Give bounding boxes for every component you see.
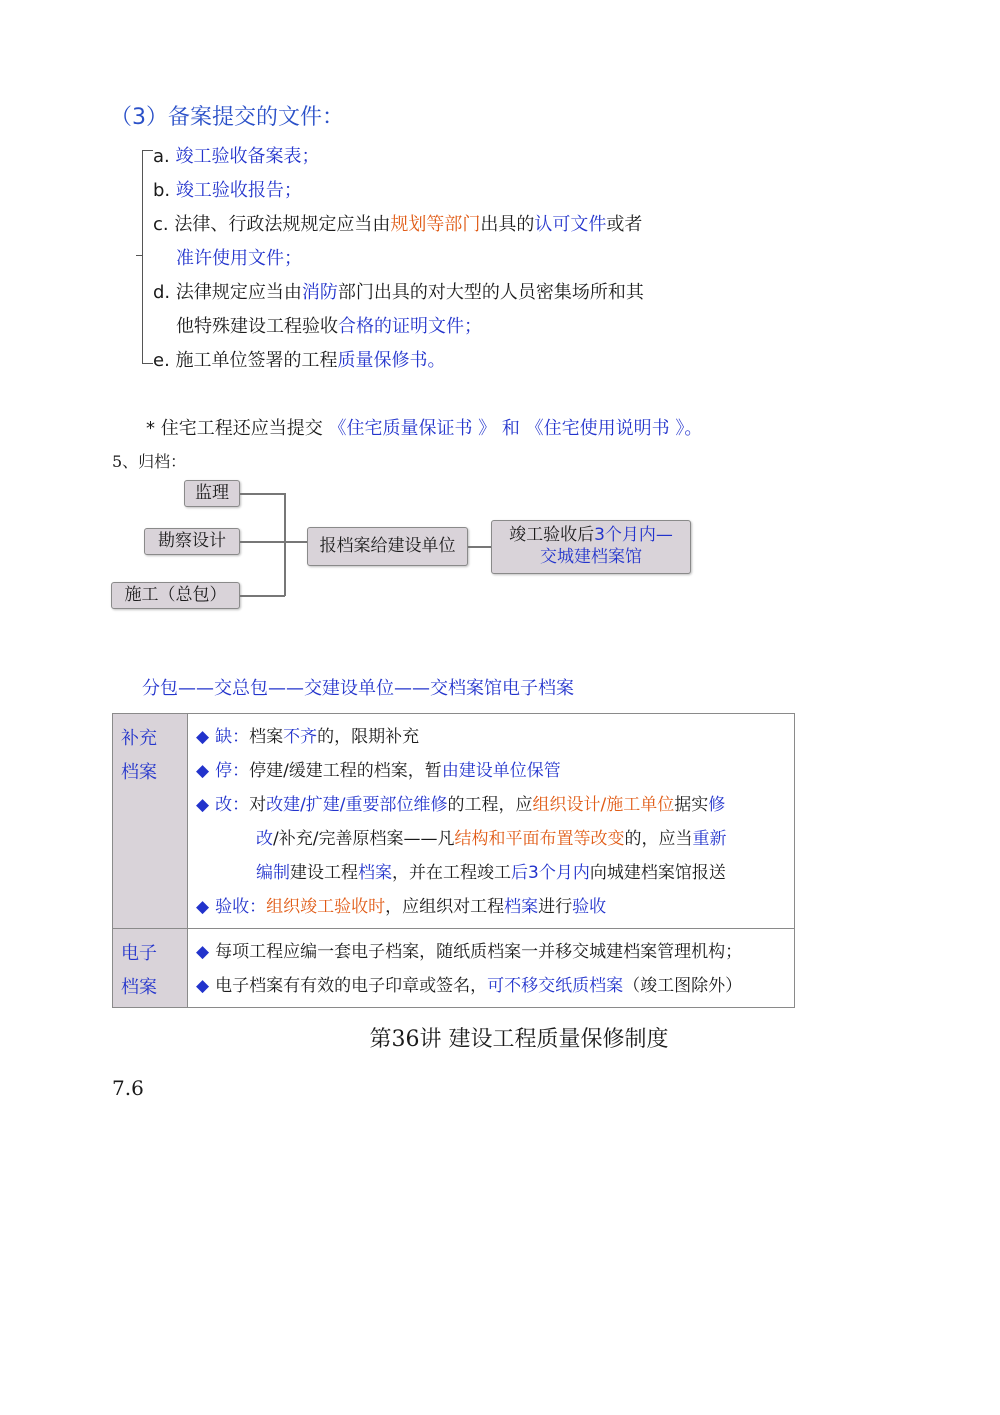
list-bracket [142,150,153,364]
row-content-electronic: ◆ 每项工程应编一套电子档案，随纸质档案一并移交城建档案管理机构； ◆ 电子档案有有效的电子印章或签名，可不移交纸质档案（竣工图除外） [188,929,795,1008]
source-box-design: 勘察设计 [144,528,240,555]
section-heading: （3）备案提交的文件： [110,105,344,130]
archive-table [112,713,795,1008]
list-item-d-cont: 他特殊建设工程验收合格的证明文件； [176,316,482,337]
source-box-construction: 施工（总包） [111,582,240,609]
source-box-supervision: 监理 [184,480,240,507]
list-item-d: d. 法律规定应当由消防部门出具的对大型的人员密集场所和其 [153,282,644,303]
table-row [113,929,795,1008]
list-item-c: c. 法律、行政法规规定应当由规划等部门出具的认可文件或者 [153,214,643,235]
list-item-c-cont: 准许使用文件； [176,248,302,269]
row-label-supplement: 补充 档案 [113,714,188,929]
row-content-supplement: ◆ 缺：档案不齐的，限期补充 ◆ 停：停建/缓建工程的档案，暂由建设单位保管 ◆ 改：对改建/扩建/重要部位维修的工程，应组织设计/施工单位据实修 改/补充/完善原档案——凡结构和平面布置等改变的，应当重新 编制建设工程档案，并在工程竣工后3个月内向城建档案馆报送 ◆ 验收：组织竣工验收时，应组织对工程档案进行验收 [188,714,795,929]
residential-note: * 住宅工程还应当提交 《住宅质量保证书 》 和 《住宅使用说明书 》。 [146,418,703,439]
connector-line [240,595,285,597]
connector-line [240,541,307,543]
table-row [113,714,795,929]
list-item-e: e. 施工单位签署的工程质量保修书。 [153,350,446,371]
list-bracket-tick [136,255,143,256]
list-item-b: b. 竣工验收报告； [153,180,302,201]
final-box: 竣工验收后3个月内— 交城建档案馆 [491,520,691,574]
list-item-a: a. 竣工验收备案表； [153,146,320,167]
section-number: 7.6 [112,1076,144,1100]
connector-line [284,493,286,596]
lecture-title: 第36讲 建设工程质量保修制度 [369,1027,669,1052]
archive-title: 5、归档： [112,452,187,471]
archive-flow: 分包——交总包——交建设单位——交档案馆电子档案 [142,678,574,699]
row-label-electronic: 电子 档案 [113,929,188,1008]
connector-line [468,546,491,548]
connector-line [240,493,285,495]
middle-box: 报档案给建设单位 [307,527,468,566]
